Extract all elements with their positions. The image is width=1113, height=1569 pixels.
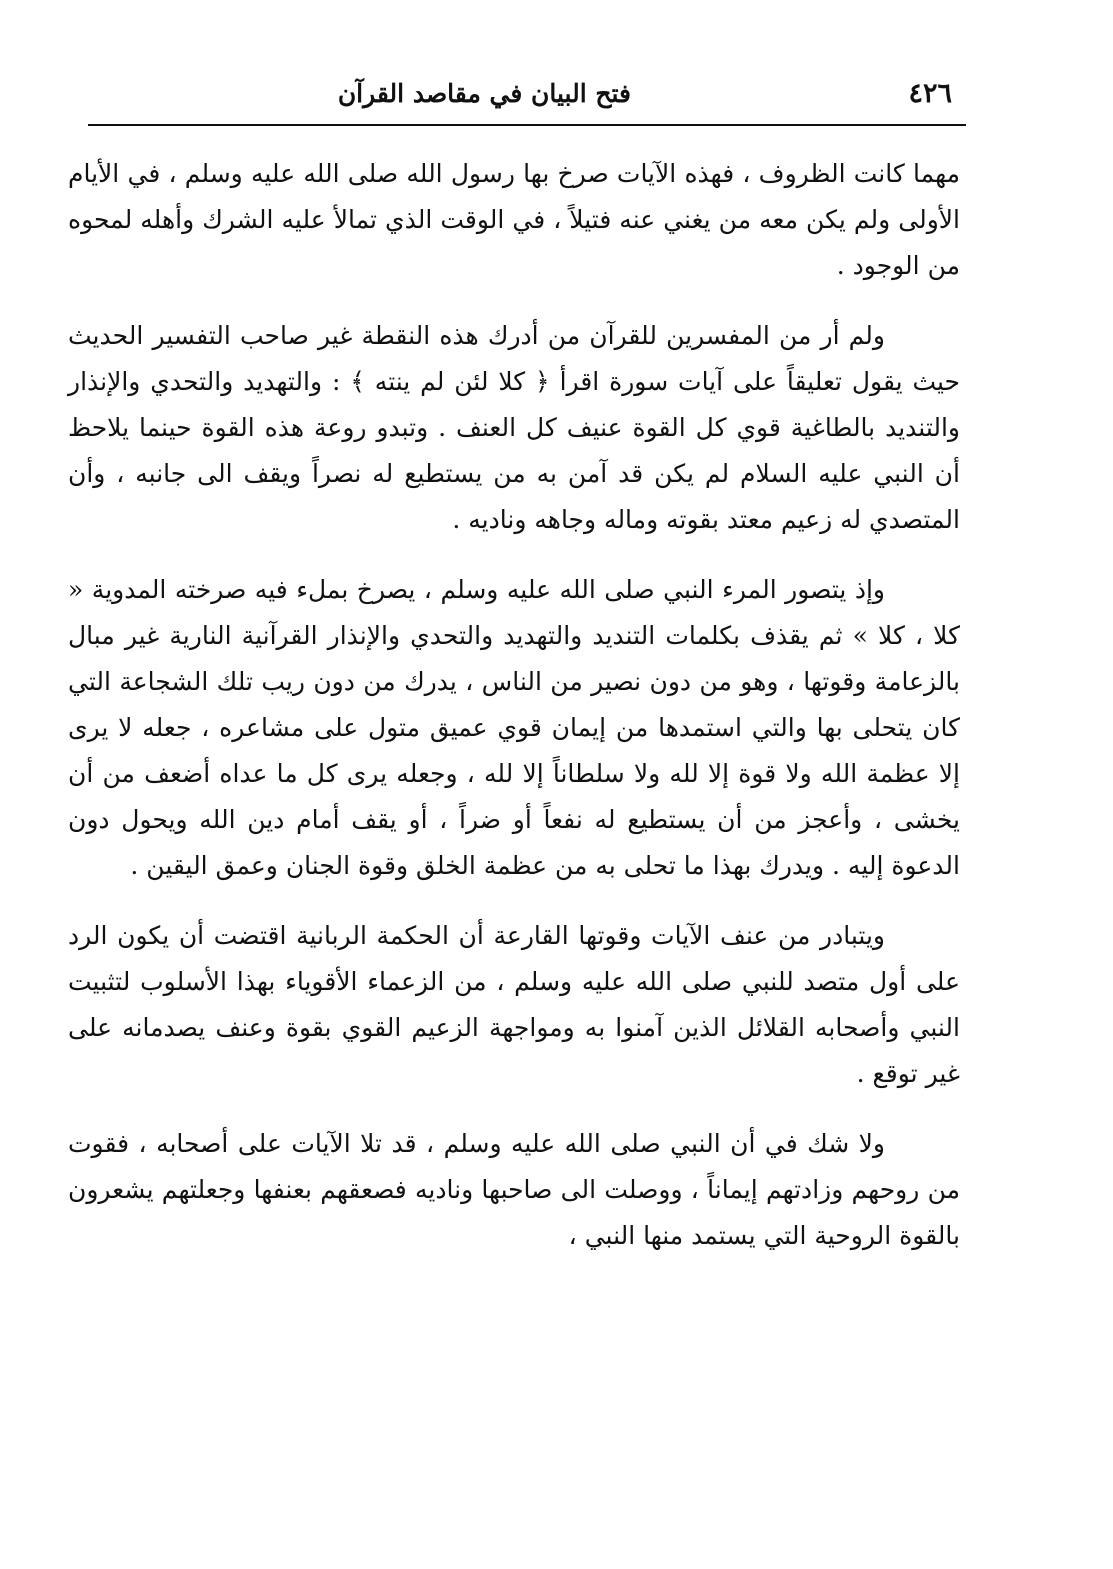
paragraph: مهما كانت الظروف ، فهذه الآيات صرخ بها رسول الله صلى الله عليه وسلم ، في الأيام الأولى ولم يكن معه من يغني عنه فتيلاً ، في الوقت الذي تمالأ عليه الشرك وأهله لمحوه من الوجود .	[68, 159, 960, 280]
paragraph: ويتبادر من عنف الآيات وقوتها القارعة أن الحكمة الربانية اقتضت أن يكون الرد على أول متصد للنبي صلى الله عليه وسلم ، من الزعماء الأقوياء بهذا الأسلوب لتثبيت النبي وأصحابه القلائل الذين آمنوا به ومواجهة الزعيم القوي بقوة وعنف يصدمانه على غير توقع .	[68, 921, 960, 1088]
page-body	[68, 151, 960, 1259]
running-title: فتح البيان في مقاصد القرآن	[337, 79, 631, 108]
paragraph: ولا شك في أن النبي صلى الله عليه وسلم ، قد تلا الآيات على أصحابه ، فقوت من روحهم وزادتهم إيماناً ، ووصلت الى صاحبها وناديه فصعقهم بعنفها وجعلتهم يشعرون بالقوة الروحية التي يستمد منها النبي ،	[68, 1129, 960, 1250]
paragraph: وإذ يتصور المرء النبي صلى الله عليه وسلم ، يصرخ بملء فيه صرخته المدوية « كلا ، كلا » ثم يقذف بكلمات التنديد والتهديد والتحدي والإنذار القرآنية النارية غير مبال بالزعامة وقوتها ، وهو من دون نصير من الناس ، يدرك من دون ريب تلك الشجاعة التي كان يتحلى بها والتي استمدها من إيمان قوي عميق متول على مشاعره ، جعله لا يرى إلا عظمة الله ولا قوة إلا لله ولا سلطاناً إلا لله ، وجعله يرى كل ما عداه أضعف من أن يخشى ، وأعجز من أن يستطيع له نفعاً أو ضراً ، أو يقف أمام دين الله ويحول دون الدعوة إليه . ويدرك بهذا ما تحلى به من عظمة الخلق وقوة الجنان وعمق اليقين .	[68, 575, 960, 880]
page-number: ٤٢٦	[908, 78, 952, 109]
page-header	[88, 70, 966, 126]
paragraph: ولم أر من المفسرين للقرآن من أدرك هذه النقطة غير صاحب التفسير الحديث حيث يقول تعليقاً على آيات سورة اقرأ ﴿ كلا لئن لم ينته ﴾ : والتهديد والتحدي والإنذار والتنديد بالطاغية قوي كل القوة عنيف كل العنف . وتبدو روعة هذه القوة حينما يلاحظ أن النبي عليه السلام لم يكن قد آمن به من يستطيع له نصراً ويقف الى جانبه ، وأن المتصدي له زعيم معتد بقوته وماله وجاهه وناديه .	[68, 321, 960, 534]
